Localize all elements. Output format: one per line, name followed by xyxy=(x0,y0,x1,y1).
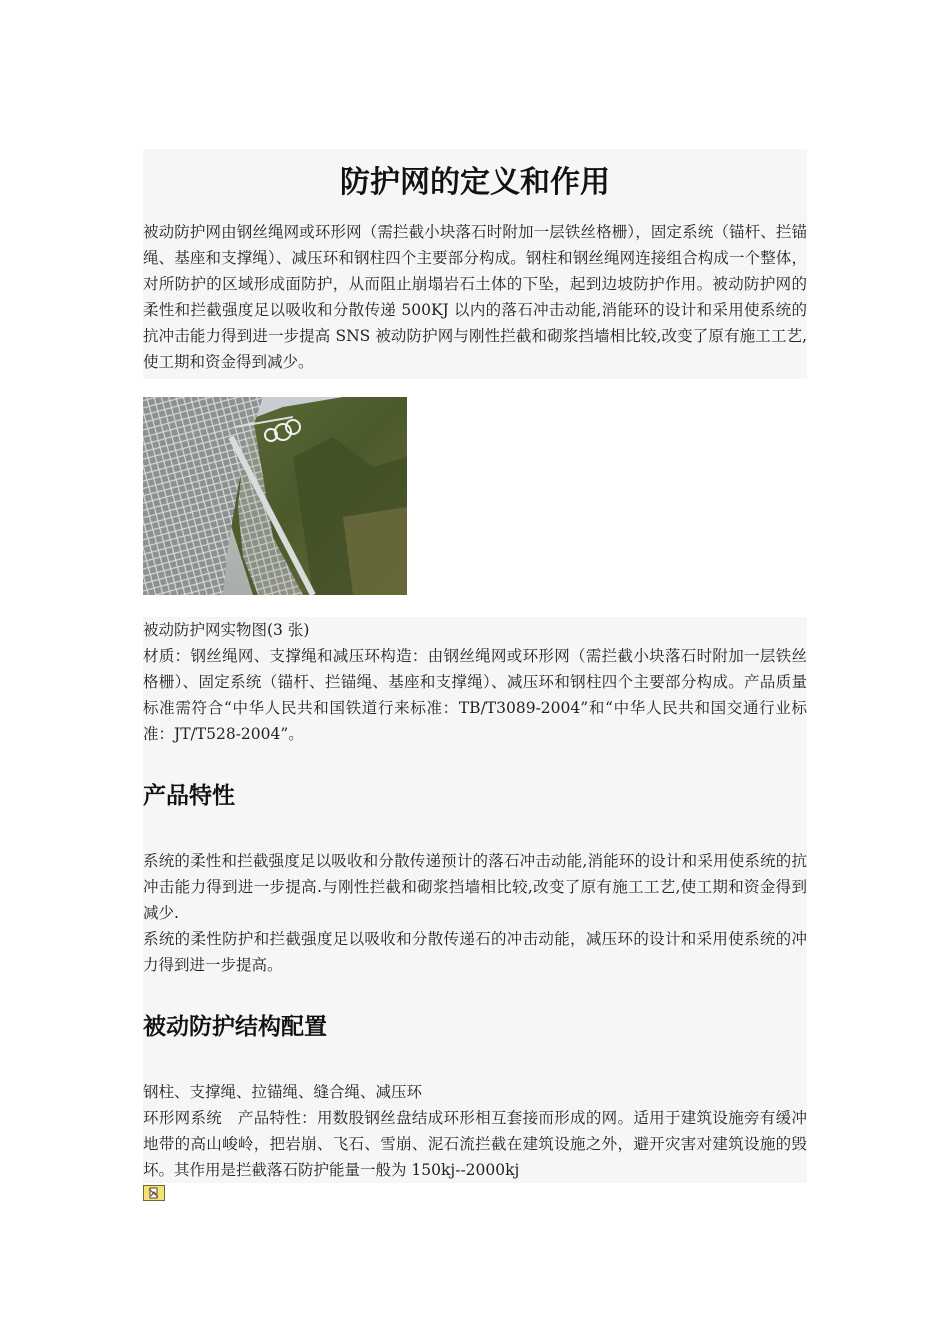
document-page xyxy=(143,149,807,1201)
mountain-slope-netting-photo-icon xyxy=(143,397,407,595)
section-heading-features: 产品特性 xyxy=(143,783,235,809)
intro-paragraph: 被动防护网由钢丝绳网或环形网（需拦截小块落石时附加一层铁丝格栅），固定系统（锚杆、拦锚绳、基座和支撑绳）、减压环和钢柱四个主要部分构成。钢柱和钢丝绳网连接组合构成一个整体，对所防护的区域形成面防护，从而阻止崩塌岩石土体的下坠，起到边坡防护作用。被动防护网的柔性和拦截强度足以吸收和分散传递 500KJ 以内的落石冲击动能,消能环的设计和采用使系统的抗冲击能力得到进一步提高 SNS 被动防护网与刚性拦截和砌浆挡墙相比较,改变了原有施工工艺,使工期和资金得到减少。 xyxy=(143,223,807,371)
section-heading-structure: 被动防护结构配置 xyxy=(143,1014,327,1040)
netting-photo xyxy=(143,397,407,595)
features-paragraph-1: 系统的柔性和拦截强度足以吸收和分散传递预计的落石冲击动能,消能环的设计和采用使系统的抗冲击能力得到进一步提高.与刚性拦截和砌浆挡墙相比较,改变了原有施工工艺,使工期和资金得到减少. xyxy=(143,852,807,922)
intro-section xyxy=(143,149,807,379)
page-title: 防护网的定义和作用 xyxy=(340,165,610,200)
materials-paragraph: 材质：钢丝绳网、支撑绳和减压环构造：由钢丝绳网或环形网（需拦截小块落石时附加一层铁丝格栅）、固定系统（锚杆、拦锚绳、基座和支撑绳）、减压环和钢柱四个主要部分构成。产品质量标准需符合“中华人民共和国铁道行来标准：TB/T3089-2004”和“中华人民共和国交通行业标准：JT/T528-2004”。 xyxy=(143,647,807,743)
photo-caption: 被动防护网实物图(3 张) xyxy=(143,621,310,639)
broken-image-icon xyxy=(143,1185,165,1201)
structure-components: 钢柱、支撑绳、拉锚绳、缝合绳、减压环 xyxy=(143,1083,423,1101)
features-paragraph-2: 系统的柔性防护和拦截强度足以吸收和分散传递石的冲击动能，减压环的设计和采用使系统的冲力得到进一步提高。 xyxy=(143,930,807,974)
ring-net-paragraph: 环形网系统 产品特性：用数股钢丝盘结成环形相互套接而形成的网。适用于建筑设施旁有缓冲地带的高山峻岭，把岩崩、飞石、雪崩、泥石流拦截在建筑设施之外，避开灾害对建筑设施的毁坏。其作用是拦截落石防护能量一般为 150kj--2000kj xyxy=(143,1109,807,1179)
details-section xyxy=(143,617,807,1183)
